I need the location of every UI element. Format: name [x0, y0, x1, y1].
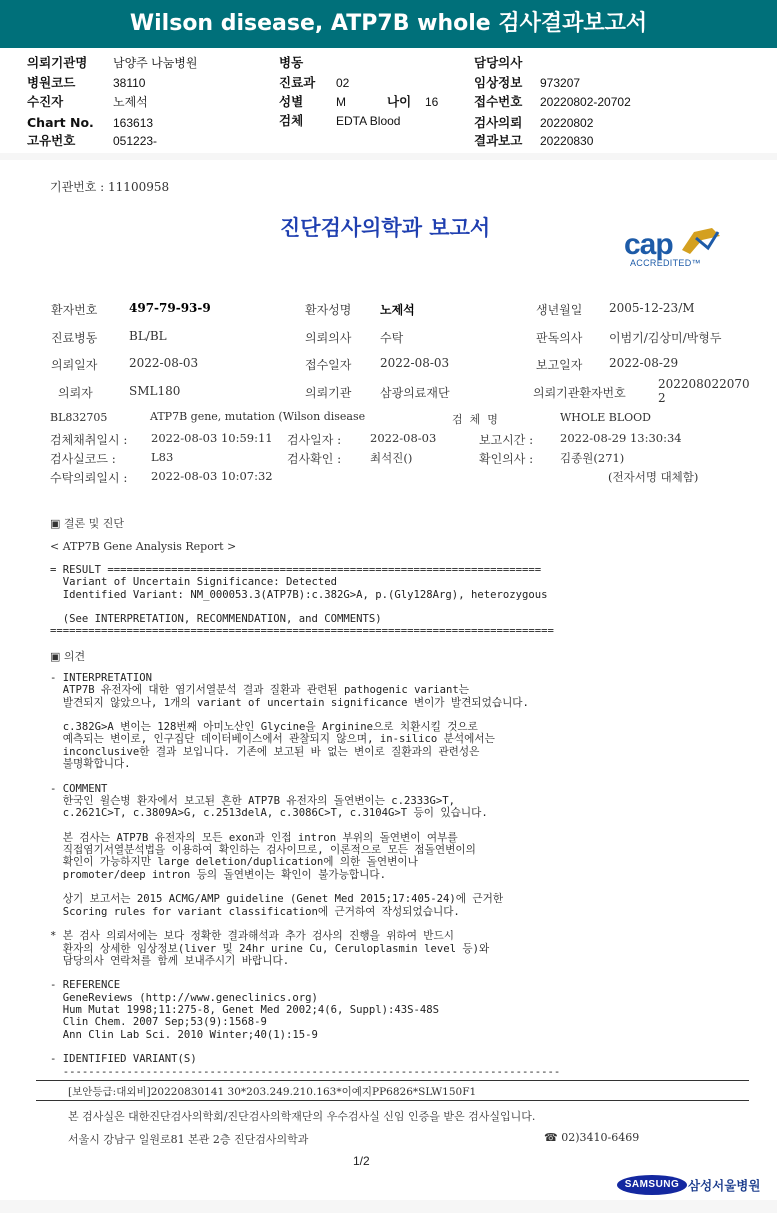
- samsung-logo-text: SAMSUNG: [624, 1179, 680, 1190]
- header-label: 나이: [387, 94, 412, 109]
- specimen-value: 최석진(): [370, 451, 413, 465]
- header-value: 노제석: [113, 95, 148, 109]
- specimen-value: WHOLE BLOOD: [560, 411, 651, 424]
- info-label: 보고일자: [536, 358, 583, 372]
- header-label: 병원코드: [27, 75, 76, 90]
- header-label: 병동: [279, 55, 304, 70]
- analysis-title: < ATP7B Gene Analysis Report >: [50, 540, 237, 553]
- header-value: 163613: [113, 116, 154, 130]
- specimen-value: L83: [151, 450, 174, 464]
- section-conclusion: ▣ 결론 및 진단: [50, 517, 125, 530]
- signature-note: (전자서명 대체함): [608, 470, 699, 484]
- info-label: 접수일자: [305, 358, 352, 372]
- cap-accredited-text: ACCREDITED™: [630, 258, 701, 268]
- info-label: 진료병동: [51, 331, 98, 345]
- report-banner: [0, 0, 777, 48]
- header-value: 38110: [113, 76, 146, 90]
- header-label: 접수번호: [474, 94, 523, 109]
- info-value: 노제석: [380, 303, 415, 317]
- info-label: 환자성명: [305, 303, 352, 317]
- specimen-code: BL832705: [50, 411, 108, 424]
- samsung-logo: [616, 1174, 688, 1196]
- info-value: BL/BL: [129, 329, 167, 343]
- certification-line: 본 검사실은 대한진단검사의학회/진단검사의학재단의 우수검사실 신임 인증을 받은 검사실입니다.: [68, 1110, 536, 1123]
- header-label: 검사의뢰: [474, 115, 523, 130]
- header-label: 결과보고: [474, 133, 523, 148]
- specimen-label: 확인의사 :: [479, 452, 534, 466]
- lab-address: 서울시 강남구 일원로81 본관 2층 진단검사의학과: [68, 1133, 309, 1146]
- info-value: 2022-08-29: [609, 356, 679, 370]
- specimen-label: 검사실코드 :: [50, 452, 116, 466]
- test-name: ATP7B gene, mutation (Wilson disease: [150, 410, 366, 423]
- info-label: 환자번호: [51, 303, 98, 317]
- institution-number: 기관번호 : 11100958: [50, 180, 170, 194]
- header-label: Chart No.: [27, 115, 94, 130]
- section-opinion: ▣ 의견: [50, 650, 86, 663]
- footer-rule: [36, 1100, 749, 1101]
- specimen-value: 2022-08-03: [370, 431, 437, 445]
- info-value: 2022-08-03: [380, 356, 450, 370]
- security-line: [보안등급:대외비]20220830141 30*203.249.210.163*이예지PP6826*SLW150F1: [68, 1086, 477, 1098]
- lab-phone: ☎ 02)3410-6469: [544, 1131, 640, 1144]
- header-value: 20220802-20702: [540, 95, 631, 109]
- specimen-label: 검사확인 :: [287, 452, 342, 466]
- header-value: 973207: [540, 76, 581, 90]
- info-value: 삼광의료재단: [380, 386, 450, 400]
- header-label: 고유번호: [27, 133, 76, 148]
- info-label: 의뢰의사: [305, 331, 352, 345]
- specimen-value: 2022-08-03 10:07:32: [151, 469, 273, 483]
- info-label: 의뢰자: [58, 386, 93, 400]
- info-value: 202208022070 2: [658, 377, 750, 405]
- specimen-value: 2022-08-29 13:30:34: [560, 431, 682, 445]
- info-value: 2022-08-03: [129, 356, 199, 370]
- info-value: 수탁: [380, 331, 404, 345]
- specimen-label: 수탁의뢰일시 :: [50, 471, 128, 485]
- banner-title: Wilson disease, ATP7B whole 검사결과보고서: [129, 11, 648, 36]
- header-value: 16: [425, 95, 439, 109]
- request-header: [0, 48, 777, 153]
- info-label: 판독의사: [536, 331, 583, 345]
- header-label: 임상정보: [474, 75, 523, 90]
- info-label: 의뢰일자: [51, 358, 98, 372]
- cap-logo-text: cap: [624, 228, 673, 261]
- info-value: 2005-12-23/M: [609, 301, 695, 315]
- specimen-value: 김종원(271): [560, 451, 625, 465]
- header-value: 20220802: [540, 116, 594, 130]
- info-value: 이범기/김상미/박형두: [609, 331, 722, 345]
- header-label: 성별: [279, 94, 304, 109]
- info-label: 의뢰기관: [305, 386, 352, 400]
- result-block: = RESULT ==================================================================== Variant of Uncertain Significance: Detected Identified Variant: NM_000053.3(ATP7B):c.382G>A, p.(Gly128Arg), heterozygous (See INTERPRETATION, RECOMMENDATION, and COMMENTS) ===============================================================================: [50, 564, 554, 638]
- opinion-block: - INTERPRETATION ATP7B 유전자에 대한 염기서열분석 결과 질환과 관련된 pathogenic variant는 발견되지 않았으나, 1개의 variant of uncertain significance 변이가 발견되었습니다. c.382G>A 변이는 128번째 아미노산인 Glycine을 Arginine으로 치환시킬 것으로 예측되는 변이로, 인구집단 데이터베이스에서 관찰되지 않으며, in-silico 분석에서는 inconclusive한 결과 보입니다. 기존에 보고된 바 없는 변이로 질환과의 관련성은 불명확합니다. - COMMENT 한국인 윌슨병 환자에서 보고된 흔한 ATP7B 유전자의 돌연변이는 c.2333G>T, c.2621C>T, c.3809A>G, c.2513delA, c.3086C>T, c.3104G>T 등이 있습니다. 본 검사는 ATP7B 유전자의 모든 exon과 인접 intron 부위의 돌연변이 여부를 직접염기서열분석법을 이용하여 확인하는 검사이므로, 이론적으로 모든 점돌연변이의 확인이 가능하지만 large deletion/duplication에 의한 돌연변이나 promoter/deep intron 등의 돌연변이는 확인이 불가능합니다. 상기 보고서는 2015 ACMG/AMP guideline (Genet Med 2015;17:405-24)에 근거한 Scoring rules for variant classification에 근거하여 작성되었습니다. * 본 검사 의뢰서에는 보다 정확한 결과해석과 추가 검사의 진행을 위하여 반드시 환자의 상세한 임상정보(liver 및 24hr urine Cu, Ceruloplasmin level 등)와 담당의사 연락처를 함께 보내주시기 바랍니다. - REFERENCE GeneReviews (http://www.geneclinics.org) Hum Mutat 1998;11:275-8, Genet Med 2002;4(6, Suppl):43S-48S Clin Chem. 2007 Sep;53(9):1568-9 Ann Clin Lab Sci. 2010 Winter;40(1):15-9 - IDENTIFIED VARIANT(S) ------------------------------------------------------------------------------: [50, 672, 561, 1078]
- header-value: 20220830: [540, 134, 594, 148]
- info-label: 생년월일: [536, 303, 583, 317]
- header-value: 051223-: [113, 134, 158, 148]
- specimen-label: 검사일자 :: [287, 433, 342, 447]
- header-label: 검체: [279, 113, 304, 128]
- info-value: 497-79-93-9: [129, 301, 211, 315]
- header-value: M: [336, 95, 346, 109]
- header-label: 진료과: [279, 75, 316, 90]
- header-value: 남양주 나눔병원: [113, 56, 198, 70]
- header-value: EDTA Blood: [336, 114, 401, 128]
- info-value: SML180: [129, 384, 181, 398]
- specimen-label: 보고시간 :: [479, 433, 534, 447]
- report-title: 진단검사의학과 보고서: [280, 215, 491, 240]
- specimen-label: 검 체 명: [452, 413, 498, 426]
- cap-accredited-logo: [620, 224, 732, 274]
- hospital-name: 삼성서울병원: [688, 1178, 761, 1193]
- header-label: 수진자: [27, 94, 64, 109]
- info-label: 의뢰기관환자번호: [533, 386, 626, 400]
- page-number: 1/2: [353, 1154, 370, 1168]
- specimen-value: 2022-08-03 10:59:11: [151, 431, 273, 445]
- header-label: 의뢰기관명: [27, 55, 88, 70]
- report-sheet: [0, 160, 777, 1200]
- specimen-label: 검체채취일시 :: [50, 433, 128, 447]
- footer-rule: [36, 1080, 749, 1081]
- header-value: 02: [336, 76, 350, 90]
- header-label: 담당의사: [474, 55, 523, 70]
